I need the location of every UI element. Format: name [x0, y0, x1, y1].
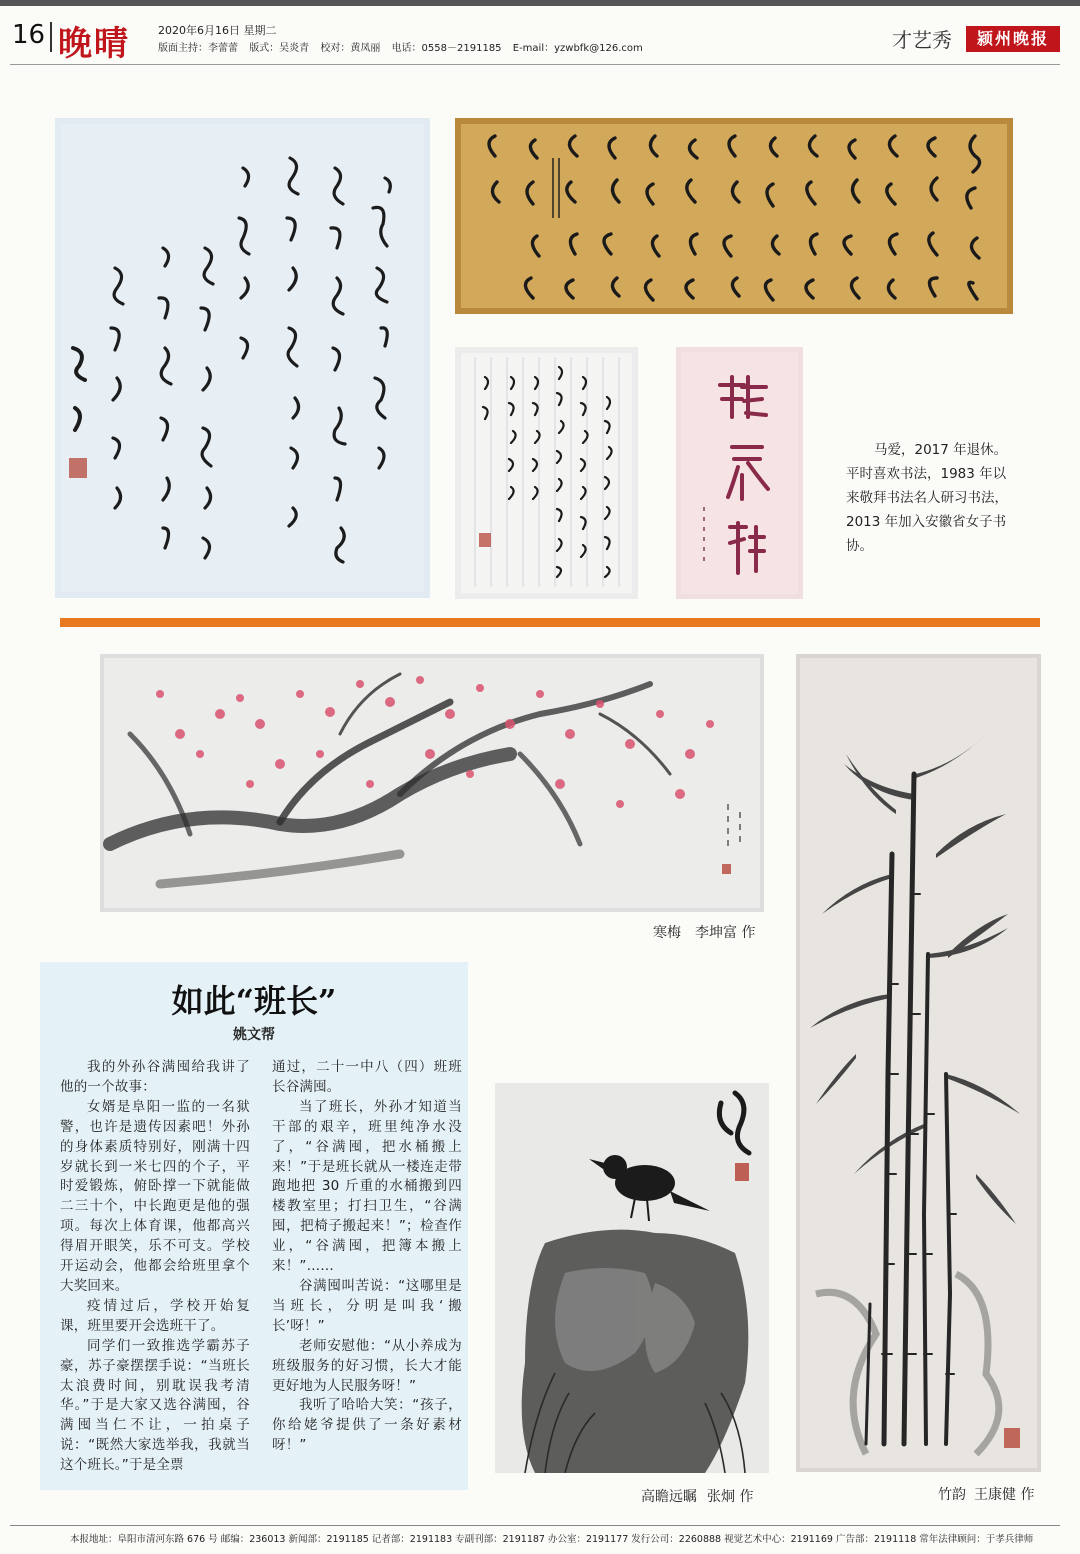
article-column-2	[272, 1058, 462, 1456]
article-author: 姚文帮	[233, 1027, 275, 1043]
plum-painting-caption	[653, 922, 755, 942]
header-date: 2020年6月16日	[158, 24, 240, 37]
article-box	[40, 962, 468, 1490]
bird-painting-title: 高瞻远瞩	[641, 1489, 697, 1505]
artist-bio: 马爱，2017 年退休。平时喜欢书法，1983 年以来敬拜书法名人研习书法，2013 年加入安徽省女子书协。	[846, 442, 1008, 554]
plum-painting-artist: 李坤富 作	[695, 925, 756, 941]
page-header	[0, 6, 1080, 64]
header-email: E-mail：yzwbfk@126.com	[512, 43, 643, 54]
masthead-logo: 颍州晚报	[966, 26, 1060, 52]
article-paragraph: 通过，二十一中八（四）班班长谷满囤。	[272, 1059, 462, 1095]
article-title: 如此“班长”	[171, 982, 337, 1020]
section-divider	[60, 618, 1040, 627]
bamboo-painting-image	[796, 654, 1041, 1472]
article-paragraph: 同学们一致推选学霸苏子豪，苏子豪摆摆手说：“当班长太浪费时间，别耽误我考清华。”于是大家又选谷满囤，谷满囤当仁不让，一拍桌子说：“既然大家选举我，我就当这个班长。”于是全票	[60, 1337, 250, 1474]
paper-name: 晚晴	[58, 24, 130, 64]
bird-painting-artist: 张炯 作	[707, 1489, 754, 1505]
section-name: 才艺秀	[892, 28, 952, 52]
header-separator	[50, 22, 52, 52]
footer-address: 本报地址：阜阳市清河东路 676 号 邮编：236013 新闻部：2191185 记者部：2191183 专副刊部：2191187 办公室：2191177 发行公司：2260888 视觉艺术中心：2191169 广告部：2191118 常年法律顾问：于孝兵律师	[70, 1534, 1034, 1545]
bamboo-painting-title: 竹韵	[938, 1487, 966, 1503]
header-rule	[10, 64, 1060, 65]
header-date-line	[158, 22, 277, 38]
article-paragraph: 我听了哈哈大笑：“孩子，你给姥爷提供了一条好素材呀！”	[272, 1397, 462, 1454]
article-column-1	[60, 1058, 250, 1476]
article-paragraph: 女婿是阜阳一监的一名狱警，也许是遗传因素吧！外孙的身体素质特别好，刚满十四岁就长到一米七四的个子，平时爱锻炼，俯卧撑一下就能做二三十个，中长跑更是他的强项。每次上体育课，他都高兴得眉开眼笑，乐不可支。学校开运动会，他都会给班里拿个大奖回来。	[60, 1098, 250, 1294]
page-number: 16	[12, 20, 46, 50]
calligraphy-small-image	[455, 347, 638, 599]
calligraphy-large-image	[55, 118, 430, 598]
article-paragraph: 谷满囤叫苦说：“这哪里是当班长，分明是叫我‘搬长’呀！”	[272, 1277, 462, 1334]
header-weekday: 星期二	[243, 24, 277, 37]
article-paragraph: 老师安慰他：“从小养成为班级服务的好习惯，长大才能更好地为人民服务呀！”	[272, 1337, 462, 1394]
footer-rule	[10, 1525, 1060, 1526]
seal-script-calligraphy-image	[455, 118, 1013, 314]
bamboo-painting-caption	[938, 1484, 1034, 1504]
header-proofreader: 校对：黄凤丽	[320, 43, 381, 54]
plum-blossom-painting-image	[100, 654, 764, 912]
article-paragraph: 当了班长，外孙才知道当干部的艰辛，班里纯净水没了，“谷满囤，把水桶搬上来！”于是班长就从一楼连走带跑地把 30 斤重的水桶搬到四楼教室里；打扫卫生，“谷满囤，把椅子搬起来！”；检查作业，“谷满囤，把簿本搬上来！”……	[272, 1098, 462, 1275]
header-phone: 电话：0558－2191185	[391, 43, 502, 54]
header-editor: 版面主持：李蕾蕾	[158, 43, 238, 54]
bird-painting-caption	[641, 1486, 753, 1506]
bamboo-painting-artist: 王康健 作	[974, 1487, 1035, 1503]
jing-qi-shen-calligraphy-image	[676, 347, 803, 599]
plum-painting-title: 寒梅	[653, 925, 681, 941]
article-paragraph: 我的外孙谷满囤给我讲了他的一个故事：	[60, 1059, 250, 1095]
header-designer: 版式：吴炎青	[249, 43, 310, 54]
header-credits	[158, 39, 651, 54]
bird-on-rock-painting-image	[495, 1083, 769, 1473]
article-paragraph: 疫情过后，学校开始复课，班里要开会选班干了。	[60, 1297, 250, 1334]
